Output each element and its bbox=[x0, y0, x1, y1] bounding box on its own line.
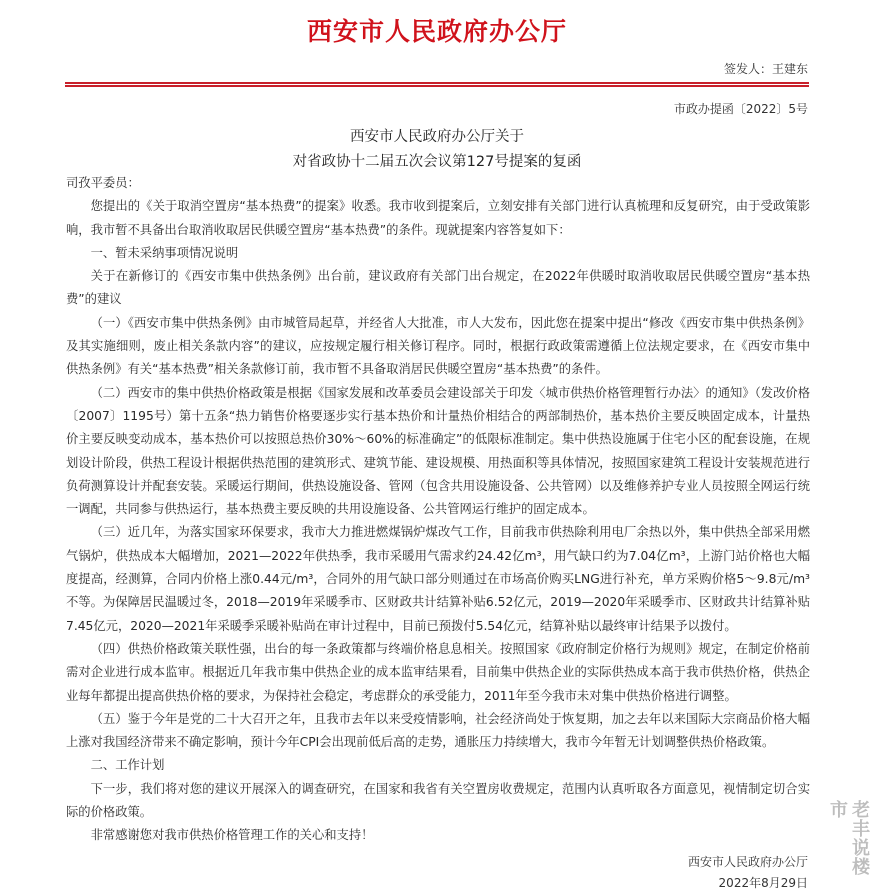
sender-name: 西安市人民政府办公厅 bbox=[687, 855, 808, 869]
subject-line-1: 西安市人民政府办公厅关于 bbox=[350, 129, 524, 145]
section-heading-1: 一、暂未采纳事项情况说明 bbox=[90, 245, 239, 260]
red-rule-thin bbox=[65, 85, 809, 87]
paragraph-plan: 下一步，我们将对您的建议开展深入的调查研究，在国家和我省有关空置房收费规定，范围内认真听取各方面意见，视情制定切合实际的价格政策。 bbox=[66, 781, 810, 820]
org-title: 西安市人民政府办公厅 bbox=[306, 17, 567, 46]
paragraph-point-1: （一）《西安市集中供热条例》由市城管局起草，并经省人大批准，市人大发布，因此您在提案中提出“修改《西安市集中供热条例》及其实施细则，废止相关条款内容”的建议，应按规定履行相关修订程序。同时，根据行政政策需遵循上位法规定要求，在《西安市集中供热条例》有关“基本热费”相关条款修订前，我市暂不具备取消居民供暖空置房“基本热费”的条件。 bbox=[66, 315, 810, 377]
salutation: 司孜平委员： bbox=[66, 176, 140, 190]
paragraph-point-3: （三）近几年，为落实国家环保要求，我市大力推进燃煤锅炉煤改气工作，目前我市供热除利用电厂余热以外，集中供热全部采用燃气锅炉，供热成本大幅增加，2021—2022年供热季，我市采暖用气需求约24.42亿m³，用气缺口约为7.04亿m³，上游门站价格也大幅度提高，经测算，合同内价格上涨0.44元/m³，合同外的用气缺口部分则通过在市场高价购买LNG进行补充，单方采购价格5～9.8元/m³不等。为保障居民温暖过冬，2018—2019年采暖季市、区财政共计结算补贴6.52亿元，2019—2020年采暖季市、区财政共计结算补贴7.45亿元，2020—2021年采暖季采暖补贴尚在审计过程中，目前已预拨付5.54亿元，结算补贴以最终审计结果予以拨付。 bbox=[66, 525, 810, 633]
watermark: 老丰说楼市 bbox=[827, 800, 870, 876]
sign-date: 2022年8月29日 bbox=[718, 876, 808, 890]
section-heading-2: 二、工作计划 bbox=[90, 758, 165, 773]
signature-block bbox=[688, 852, 808, 894]
paragraph-point-5: （五）鉴于今年是党的二十大召开之年，且我市去年以来受疫情影响，社会经济尚处于恢复期，加之去年以来国际大宗商品价格大幅上涨对我国经济带来不确定影响，预计今年CPI会出现前低后高的走势，通胀压力持续增大，我市今年暂无计划调整供热价格政策。 bbox=[66, 711, 810, 750]
red-rule-thick bbox=[65, 82, 809, 84]
paragraph-point-4: （四）供热价格政策关联性强，出台的每一条政策都与终端价格息息相关。按照国家《政府制定价格行为规则》规定，在制定价格前需对企业进行成本监审。根据近几年我市集中供热企业的成本监审结果看，目前集中供热企业的实际供热成本高于我市供热价格，供热企业每年都提出提高供热价格的要求，为保持社会稳定，考虑群众的承受能力，2011年至今我市未对集中供热价格进行调整。 bbox=[66, 641, 810, 703]
red-double-rule bbox=[65, 82, 809, 87]
paragraph-intro: 您提出的《关于取消空置房“基本热费”的提案》收悉。我市收到提案后，立刻安排有关部门进行认真梳理和反复研究，由于受政策影响，我市暂不具备出台取消收取居民供暖空置房“基本热费”的条件。现就提案内容答复如下： bbox=[66, 199, 810, 237]
letter-body bbox=[66, 172, 810, 848]
signer: 签发人：王建东 bbox=[723, 62, 808, 76]
paragraph-proposal: 关于在新修订的《西安市集中供热条例》出台前，建议政府有关部门出台规定，在2022年供暖时取消收取居民供暖空置房“基本热费”的建议 bbox=[66, 269, 810, 307]
paragraph-point-2: （二）西安市的集中供热价格政策是根据《国家发展和改革委员会建设部关于印发〈城市供热价格管理暂行办法〉的通知》（发改价格〔2007〕1195号）第十五条“热力销售价格要逐步实行基本热价和计量热价相结合的两部制热价，基本热价主要反映固定成本，计量热价主要反映变动成本，基本热价可以按照总热价30%～60%的标准确定”的低限标准制定。集中供热设施属于住宅小区的配套设施，在规划设计阶段，供热工程设计根据供热范围的建筑形式、建筑节能、建设规模、用热面积等具体情况，按照国家建筑工程设计安装规范进行负荷测算设计并配套安装。采暖运行期间，供热设施设备、管网（包含共用设施设备、公共管网）以及维修养护专业人员按照全网运行统一调配，共同参与供热运行，基本热费主要反映的共用设施设备、公共管网运行维护的固定成本。 bbox=[66, 385, 810, 517]
document-number: 市政办提函〔2022〕5号 bbox=[673, 102, 808, 116]
subject-line-2: 对省政协十二届五次会议第127号提案的复函 bbox=[292, 154, 582, 170]
paragraph-thanks: 非常感谢您对我市供热价格管理工作的关心和支持！ bbox=[90, 828, 374, 843]
